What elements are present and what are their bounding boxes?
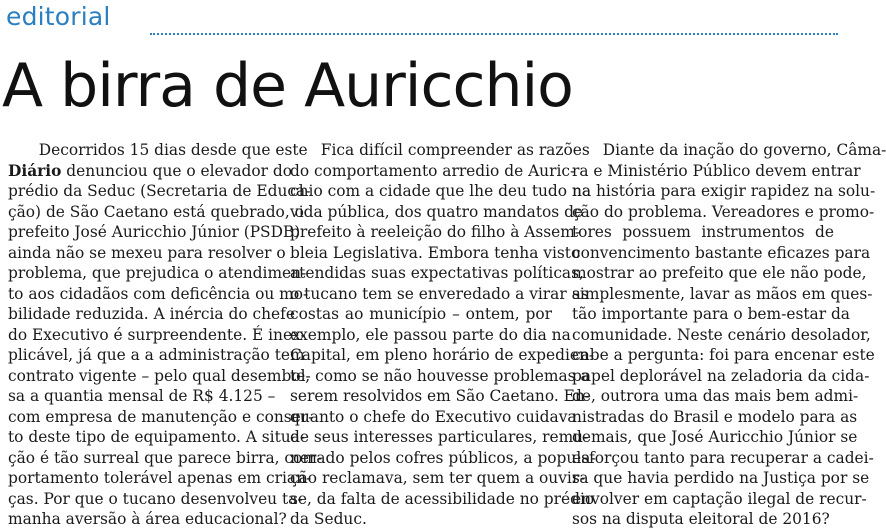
text-line: ção reclamava, sem ter quem a ouvis- <box>290 469 585 487</box>
text-line: ção) de São Caetano está quebrado, o <box>8 202 304 221</box>
text-line: simplesmente, lavar as mãos em ques- <box>572 284 873 303</box>
text-line: tores possuem instrumentos de <box>572 223 834 241</box>
text-line: demais, que José Auricchio Júnior se <box>572 428 858 446</box>
text-line: plicável, já que a a administração tem <box>8 346 305 364</box>
text-line: papel deplorável na zeladoria da cida- <box>572 366 870 385</box>
text-line: Diário denunciou que o elevador do <box>8 161 293 180</box>
text-line: vida pública, dos quatro mandatos de <box>290 202 584 221</box>
text-line: nerado pelos cofres públicos, a popula- <box>290 448 596 467</box>
article-column-2 <box>290 140 596 530</box>
text-line: ra e Ministério Público devem entrar <box>572 161 861 180</box>
text-line: ças. Por que o tucano desenvolveu ta- <box>8 489 303 508</box>
text-line: do comportamento arredio de Auric- <box>290 161 576 180</box>
text-line: exemplo, ele passou parte do dia na <box>290 325 571 344</box>
text-line: ainda não se mexeu para resolver o <box>8 243 286 262</box>
headline: A birra de Auricchio <box>2 51 573 121</box>
text-line: Diante da inação do governo, Câma- <box>572 141 886 159</box>
text-line: atendidas suas expectativas políticas, <box>290 264 584 282</box>
text-line: ção do problema. Vereadores e promo- <box>572 202 875 221</box>
text-line: Capital, em pleno horário de expedien- <box>290 346 595 364</box>
text-line: problema, que prejudica o atendimen- <box>8 264 307 282</box>
text-line: costas ao município – ontem, por <box>290 305 552 323</box>
text-line: manha aversão à área educacional? <box>8 510 287 528</box>
text-line: da Seduc. <box>290 510 367 528</box>
text-line: portamento tolerável apenas em crian- <box>8 469 312 487</box>
text-line: o tucano tem se enveredado a virar as <box>290 284 589 303</box>
text-line: nistradas do Brasil e modelo para as <box>572 407 858 426</box>
text-line: se, da falta de acessibilidade no prédio <box>290 489 595 508</box>
dotted-rule <box>150 33 838 35</box>
section-label: editorial <box>6 2 111 31</box>
text-line: to deste tipo de equipamento. A situa- <box>8 428 306 446</box>
text-line: mostrar ao prefeito que ele não pode, <box>572 264 867 282</box>
text-line: ra que havia perdido na Justiça por se <box>572 469 870 487</box>
text-line: de, outrora uma das mais bem admi- <box>572 387 859 405</box>
text-line: do Executivo é surpreendente. É inex- <box>8 325 306 344</box>
text-line: envolver em captação ilegal de recur- <box>572 489 867 508</box>
text-line: ção é tão surreal que parece birra, com- <box>8 448 323 467</box>
text-line: Decorridos 15 dias desde que este <box>8 141 308 159</box>
text-line: com empresa de manutenção e conser- <box>8 407 314 426</box>
text-line: contrato vigente – pelo qual desembol- <box>8 366 311 385</box>
text-line: convencimento bastante eficazes para <box>572 243 871 262</box>
text-line: chio com a cidade que lhe deu tudo na <box>290 182 592 200</box>
newspaper-name: Diário <box>8 161 62 180</box>
article-column-3 <box>572 140 886 530</box>
text-line: to aos cidadãos com deficência ou mo- <box>8 284 309 303</box>
text-line: te, como se não houvesse problemas a <box>290 366 590 385</box>
text-line: prédio da Seduc (Secretaria de Educa- <box>8 182 311 200</box>
text-line: quanto o chefe do Executivo cuidava <box>290 407 577 426</box>
text-line: comunidade. Neste cenário desolador, <box>572 325 871 344</box>
text-line: prefeito José Auricchio Júnior (PSDB) <box>8 223 301 241</box>
text-line: sos na disputa eleitoral de 2016? <box>572 510 830 528</box>
text-line: serem resolvidos em São Caetano. En- <box>290 387 590 405</box>
text-line: bleia Legislativa. Embora tenha visto <box>290 243 581 262</box>
text-line: sa a quantia mensal de R$ 4.125 – <box>8 387 276 405</box>
text-line: de seus interesses particulares, remu- <box>290 428 589 446</box>
text-line: prefeito à reeleição do filho à Assem- <box>290 223 581 241</box>
text-line: tão importante para o bem-estar da <box>572 305 850 323</box>
text-line: bilidade reduzida. A inércia do chefe <box>8 305 295 323</box>
text-line: na história para exigir rapidez na solu- <box>572 182 876 200</box>
article-column-1 <box>8 140 323 530</box>
text-line: Fica difícil compreender as razões <box>290 141 590 159</box>
text-line: esforçou tanto para recuperar a cadei- <box>572 448 874 467</box>
text-line: cabe a pergunta: foi para encenar este <box>572 346 875 364</box>
